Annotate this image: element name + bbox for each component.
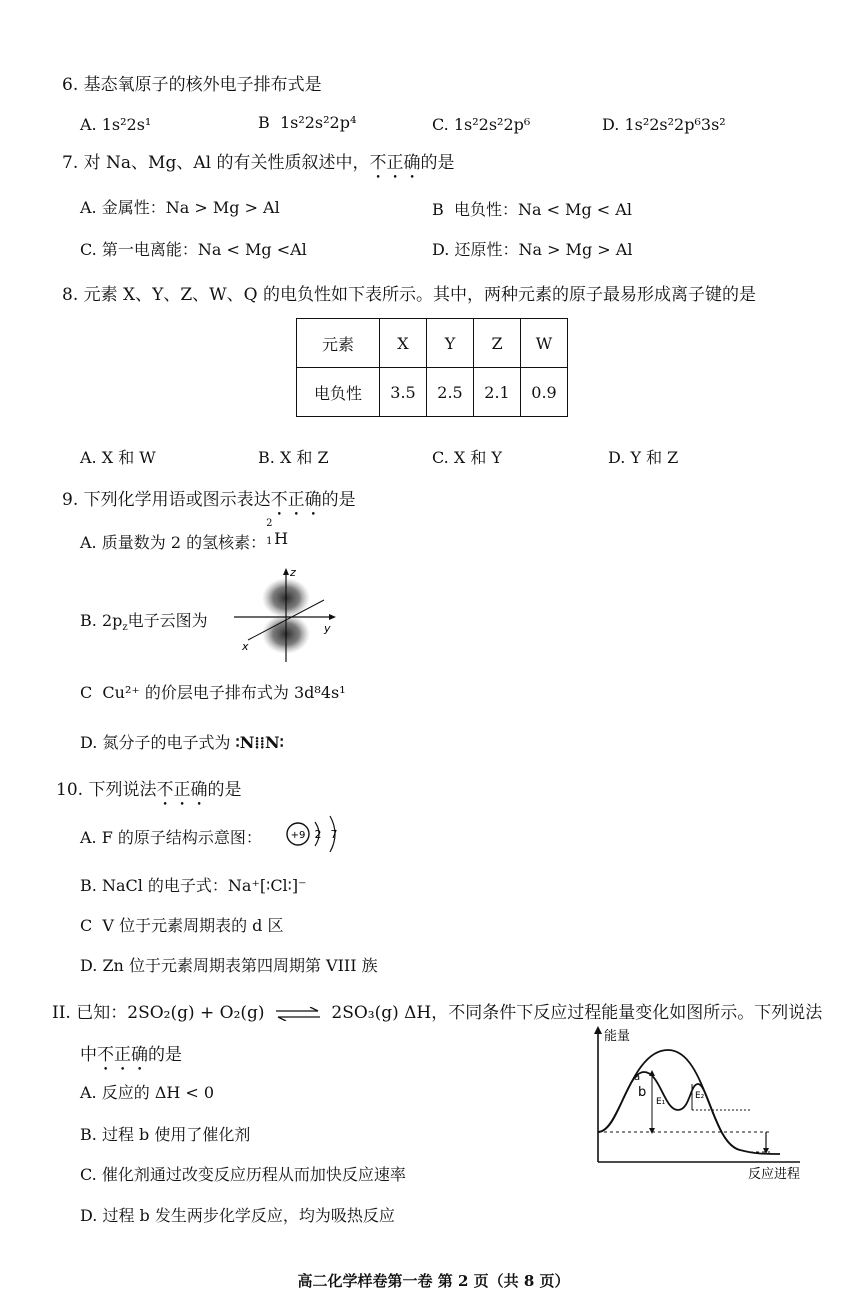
fluorine-atom-structure-diagram xyxy=(282,810,354,860)
q11-stem: II. 已知：2SO₂(g) + O₂(g) 2SO₃(g) ΔH，不同条件下反应过程能量变化如图所示。下列说法 xyxy=(52,1003,823,1023)
curve-a xyxy=(598,1050,780,1154)
shell-2-electrons: 7 xyxy=(330,828,338,841)
q8-option-b: B. X 和 Z xyxy=(258,448,329,467)
q10-option-a: A. F 的原子结构示意图： xyxy=(80,828,262,847)
nuclide-mass-number: 2 xyxy=(266,518,273,529)
q7-option-b: B 电负性：Na < Mg < Al xyxy=(432,200,632,219)
q8-option-a: A. X 和 W xyxy=(80,448,156,467)
q8-stem: 8. 元素 X、Y、Z、W、Q 的电负性如下表所示。其中，两种元素的原子最易形成离子键的是 xyxy=(62,285,756,305)
electronegativity-table xyxy=(296,318,568,417)
q7-stem: 7. 对 Na、Mg、Al 的有关性质叙述中，不正确的是 xyxy=(62,153,455,173)
q10-emphasis: 不正确 xyxy=(156,780,208,800)
table-cell: W xyxy=(521,319,568,368)
nucleus-charge: +9 xyxy=(290,830,306,841)
q9-emphasis: 不正确 xyxy=(270,490,322,510)
q7-option-c: C. 第一电离能：Na < Mg <Al xyxy=(80,240,307,259)
z-arrow xyxy=(283,568,289,575)
table-cell: X xyxy=(380,319,427,368)
q6-option-a: A. 1s²2s¹ xyxy=(80,115,152,134)
q11-emphasis: 不正确 xyxy=(97,1045,148,1065)
progress-axis-label: 反应进程 xyxy=(748,1167,801,1182)
energy-axis-label: 能量 xyxy=(604,1029,631,1044)
table-cell: 2.1 xyxy=(474,368,521,417)
z-axis-label: z xyxy=(290,566,296,579)
q7-option-a: A. 金属性：Na > Mg > Al xyxy=(80,198,280,217)
q6-option-d: D. 1s²2s²2p⁶3s² xyxy=(602,115,726,134)
q6-option-c: C. 1s²2s²2p⁶ xyxy=(432,115,531,134)
q9-stem: 9. 下列化学用语或图示表达不正确的是 xyxy=(62,490,356,510)
q11-option-d: D. 过程 b 发生两步化学反应，均为吸热反应 xyxy=(80,1206,395,1225)
energy-profile-graph xyxy=(580,1024,820,1184)
x-axis-label: x xyxy=(242,640,249,653)
q10-option-d: D. Zn 位于元素周期表第四周期第 VIII 族 xyxy=(80,956,378,975)
q6-num: 6. xyxy=(62,75,79,95)
q10-option-c: C V 位于元素周期表的 d 区 xyxy=(80,916,284,935)
n2-electron-formula: ∶N⁞⁞N∶ xyxy=(235,733,284,752)
reversible-arrow-icon xyxy=(274,1007,322,1021)
e1-label: E₁ xyxy=(656,1097,666,1107)
q8-option-d: D. Y 和 Z xyxy=(608,448,679,467)
q7-option-d: D. 还原性：Na > Mg > Al xyxy=(432,240,633,259)
y-axis-label: y xyxy=(324,622,331,635)
table-cell: Z xyxy=(474,319,521,368)
table-cell: 3.5 xyxy=(380,368,427,417)
q6-option-b: B 1s²2s²2p⁴ xyxy=(258,113,357,132)
curve-a-label: a xyxy=(634,1072,641,1083)
q6-stem xyxy=(62,70,322,95)
q7-emphasis: 不正确 xyxy=(369,153,421,173)
q10-stem: 10. 下列说法不正确的是 xyxy=(56,780,242,800)
page-footer: 高二化学样卷第一卷 第 2 页（共 8 页） xyxy=(297,1272,570,1290)
q9-option-b: B. $2p_z$电子云图为 xyxy=(80,611,208,634)
q10-option-b: B. NaCl 的电子式：Na⁺[∶Cl∶]⁻ xyxy=(80,876,307,895)
q11-stem-line2: 中不正确的是 xyxy=(80,1045,182,1065)
q9-option-c: C Cu²⁺ 的价层电子排布式为 3d⁸4s¹ xyxy=(80,683,346,702)
curve-b-label: b xyxy=(638,1085,647,1100)
q9-option-a: A. 质量数为 2 的氢核素： 2 1 H xyxy=(80,518,289,552)
table-header-element: 元素 xyxy=(297,319,380,368)
e2-label: E₂ xyxy=(695,1091,705,1101)
y-arrow xyxy=(329,614,336,620)
q6-stem-text: 基态氧原子的核外电子排布式是 xyxy=(83,75,322,95)
nuclide-atomic-number: 1 xyxy=(266,536,273,547)
table-header-electronegativity: 电负性 xyxy=(297,368,380,417)
q8-option-c: C. X 和 Y xyxy=(432,448,502,467)
q11-option-a: A. 反应的 ΔH < 0 xyxy=(80,1083,215,1102)
q11-option-b: B. 过程 b 使用了催化剂 xyxy=(80,1125,251,1144)
table-cell: Y xyxy=(427,319,474,368)
curve-b xyxy=(598,1072,740,1150)
table-cell: 0.9 xyxy=(521,368,568,417)
q11-option-c: C. 催化剂通过改变反应历程从而加快反应速率 xyxy=(80,1165,406,1184)
2pz-electron-cloud-figure xyxy=(228,562,348,668)
table-cell: 2.5 xyxy=(427,368,474,417)
shell-1-electrons: 2 xyxy=(314,828,322,841)
q9-option-d: D. 氮分子的电子式为 ∶N⁞⁞N∶ xyxy=(80,733,284,752)
nuclide-symbol: H xyxy=(274,529,289,548)
